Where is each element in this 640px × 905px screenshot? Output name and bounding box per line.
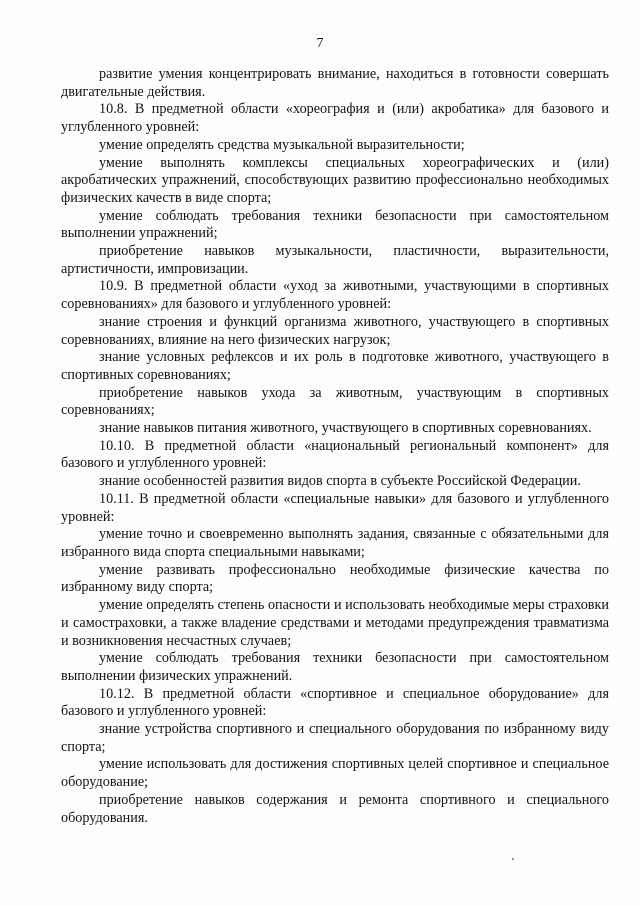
paragraph: умение соблюдать требования техники безопасности при самостоятельном выполнении физических упражнений. xyxy=(61,650,609,684)
paragraph: умение развивать профессионально необходимые физические качества по избранному виду спорта; xyxy=(61,561,609,596)
paragraph: умение определять средства музыкальной выразительности; xyxy=(99,136,465,153)
paragraph: 10.8. В предметной области «хореография и (или) акробатика» для базового и углубленного уровней: xyxy=(61,101,609,136)
paragraph: знание условных рефлексов и их роль в подготовке животного, участвующего в спортивных соревнованиях; xyxy=(61,349,609,383)
paragraph: развитие умения концентрировать внимание, находиться в готовности совершать двигательные действия. xyxy=(61,66,609,100)
paragraph: знание строения и функций организма животного, участвующего в спортивных соревнованиях, влияние на него физических нагрузок; xyxy=(61,313,609,348)
page-number: 7 xyxy=(316,36,324,51)
paragraph: умение определять степень опасности и использовать необходимые меры страховки и самостраховки, а также владение средствами и методами предупреждения травматизма и возникновения несчастных случаев; xyxy=(61,597,609,649)
paragraph: 10.9. В предметной области «уход за животными, участвующими в спортивных соревнованиях» для базового и углубленного уровней: xyxy=(61,278,609,313)
paragraph: умение выполнять комплексы специальных хореографических и (или) акробатических упражнений, способствующих развитию профессионально необходимых физических качеств в виде спорта; xyxy=(61,154,609,206)
paragraph: приобретение навыков ухода за животным, участвующим в спортивных соревнованиях; xyxy=(61,384,609,419)
paragraph: умение соблюдать требования техники безопасности при самостоятельном выполнении упражнений; xyxy=(61,207,609,242)
scan-speck xyxy=(512,858,514,860)
paragraph: знание навыков питания животного, участвующего в спортивных соревнованиях. xyxy=(99,420,592,437)
paragraph: 10.12. В предметной области «спортивное и специальное оборудование» для базового и углубленного уровней: xyxy=(61,685,609,720)
document-body xyxy=(61,66,609,827)
paragraph: умение использовать для достижения спортивных целей спортивное и специальное оборудование; xyxy=(61,756,609,791)
paragraph: умение точно и своевременно выполнять задания, связанные с обязательными для избранного вида спорта специальными навыками; xyxy=(61,526,609,560)
paragraph: приобретение навыков музыкальности, пластичности, выразительности, артистичности, импровизации. xyxy=(61,243,609,277)
paragraph: приобретение навыков содержания и ремонта спортивного и специального оборудования. xyxy=(61,791,609,826)
paragraph: 10.10. В предметной области «национальный региональный компонент» для базового и углубленного уровней: xyxy=(61,437,609,472)
paragraph: знание особенностей развития видов спорта в субъекте Российской Федерации. xyxy=(99,473,581,490)
paragraph: знание устройства спортивного и специального оборудования по избранному виду спорта; xyxy=(61,721,609,755)
paragraph: 10.11. В предметной области «специальные навыки» для базового и углубленного уровней: xyxy=(61,490,609,525)
